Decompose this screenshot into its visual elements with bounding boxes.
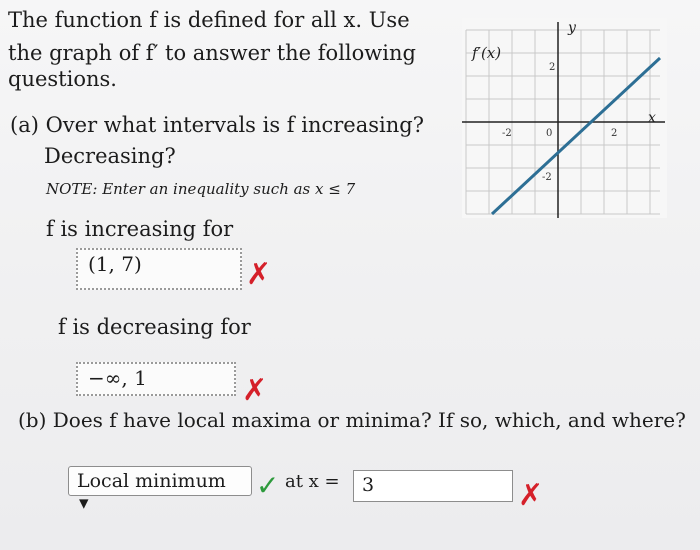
y-axis-label: y — [568, 20, 576, 36]
intro-line-3: questions. — [8, 67, 117, 91]
x-value-text: 3 — [362, 474, 375, 496]
part-a-question: (a) Over what intervals is f increasing? — [10, 113, 424, 137]
tick-label-neg2-x: -2 — [502, 128, 512, 139]
func-label: f′(x) — [472, 44, 502, 62]
x-value-wrong-icon: ✗ — [518, 478, 544, 513]
part-a-question-2: Decreasing? — [44, 144, 176, 168]
graph-svg — [462, 18, 667, 218]
decreasing-answer-field[interactable] — [76, 362, 236, 396]
part-a-note: NOTE: Enter an inequality such as x ≤ 7 — [46, 180, 356, 198]
decreasing-wrong-icon: ✗ — [242, 373, 268, 408]
part-b-question: (b) Does f have local maxima or minima? If so, which, and where? — [18, 408, 686, 432]
chevron-down-icon: ▾ — [79, 492, 89, 514]
increasing-label: f is increasing for — [46, 217, 234, 241]
increasing-answer-value: (1, 7) — [88, 252, 142, 276]
extrema-select-value: Local minimum — [77, 470, 226, 492]
decreasing-answer-value: −∞, 1 — [88, 366, 147, 390]
increasing-answer-field[interactable] — [76, 248, 242, 290]
select-correct-icon: ✓ — [256, 469, 280, 502]
tick-label-0: 0 — [546, 128, 553, 139]
tick-label-2-x: 2 — [611, 128, 618, 139]
extrema-select[interactable] — [68, 466, 252, 514]
x-value-input[interactable] — [353, 470, 513, 502]
intro-line-2: the graph of f′ to answer the following — [8, 41, 416, 65]
derivative-graph — [462, 18, 667, 222]
tick-label-2-y: 2 — [549, 62, 556, 73]
intro-line-1: The function f is defined for all x. Use — [8, 8, 410, 32]
decreasing-label: f is decreasing for — [58, 315, 251, 339]
at-x-label: at x = — [285, 471, 340, 492]
tick-label-neg2-y: -2 — [542, 172, 552, 183]
x-axis-label: x — [648, 110, 656, 126]
increasing-wrong-icon: ✗ — [246, 257, 272, 292]
